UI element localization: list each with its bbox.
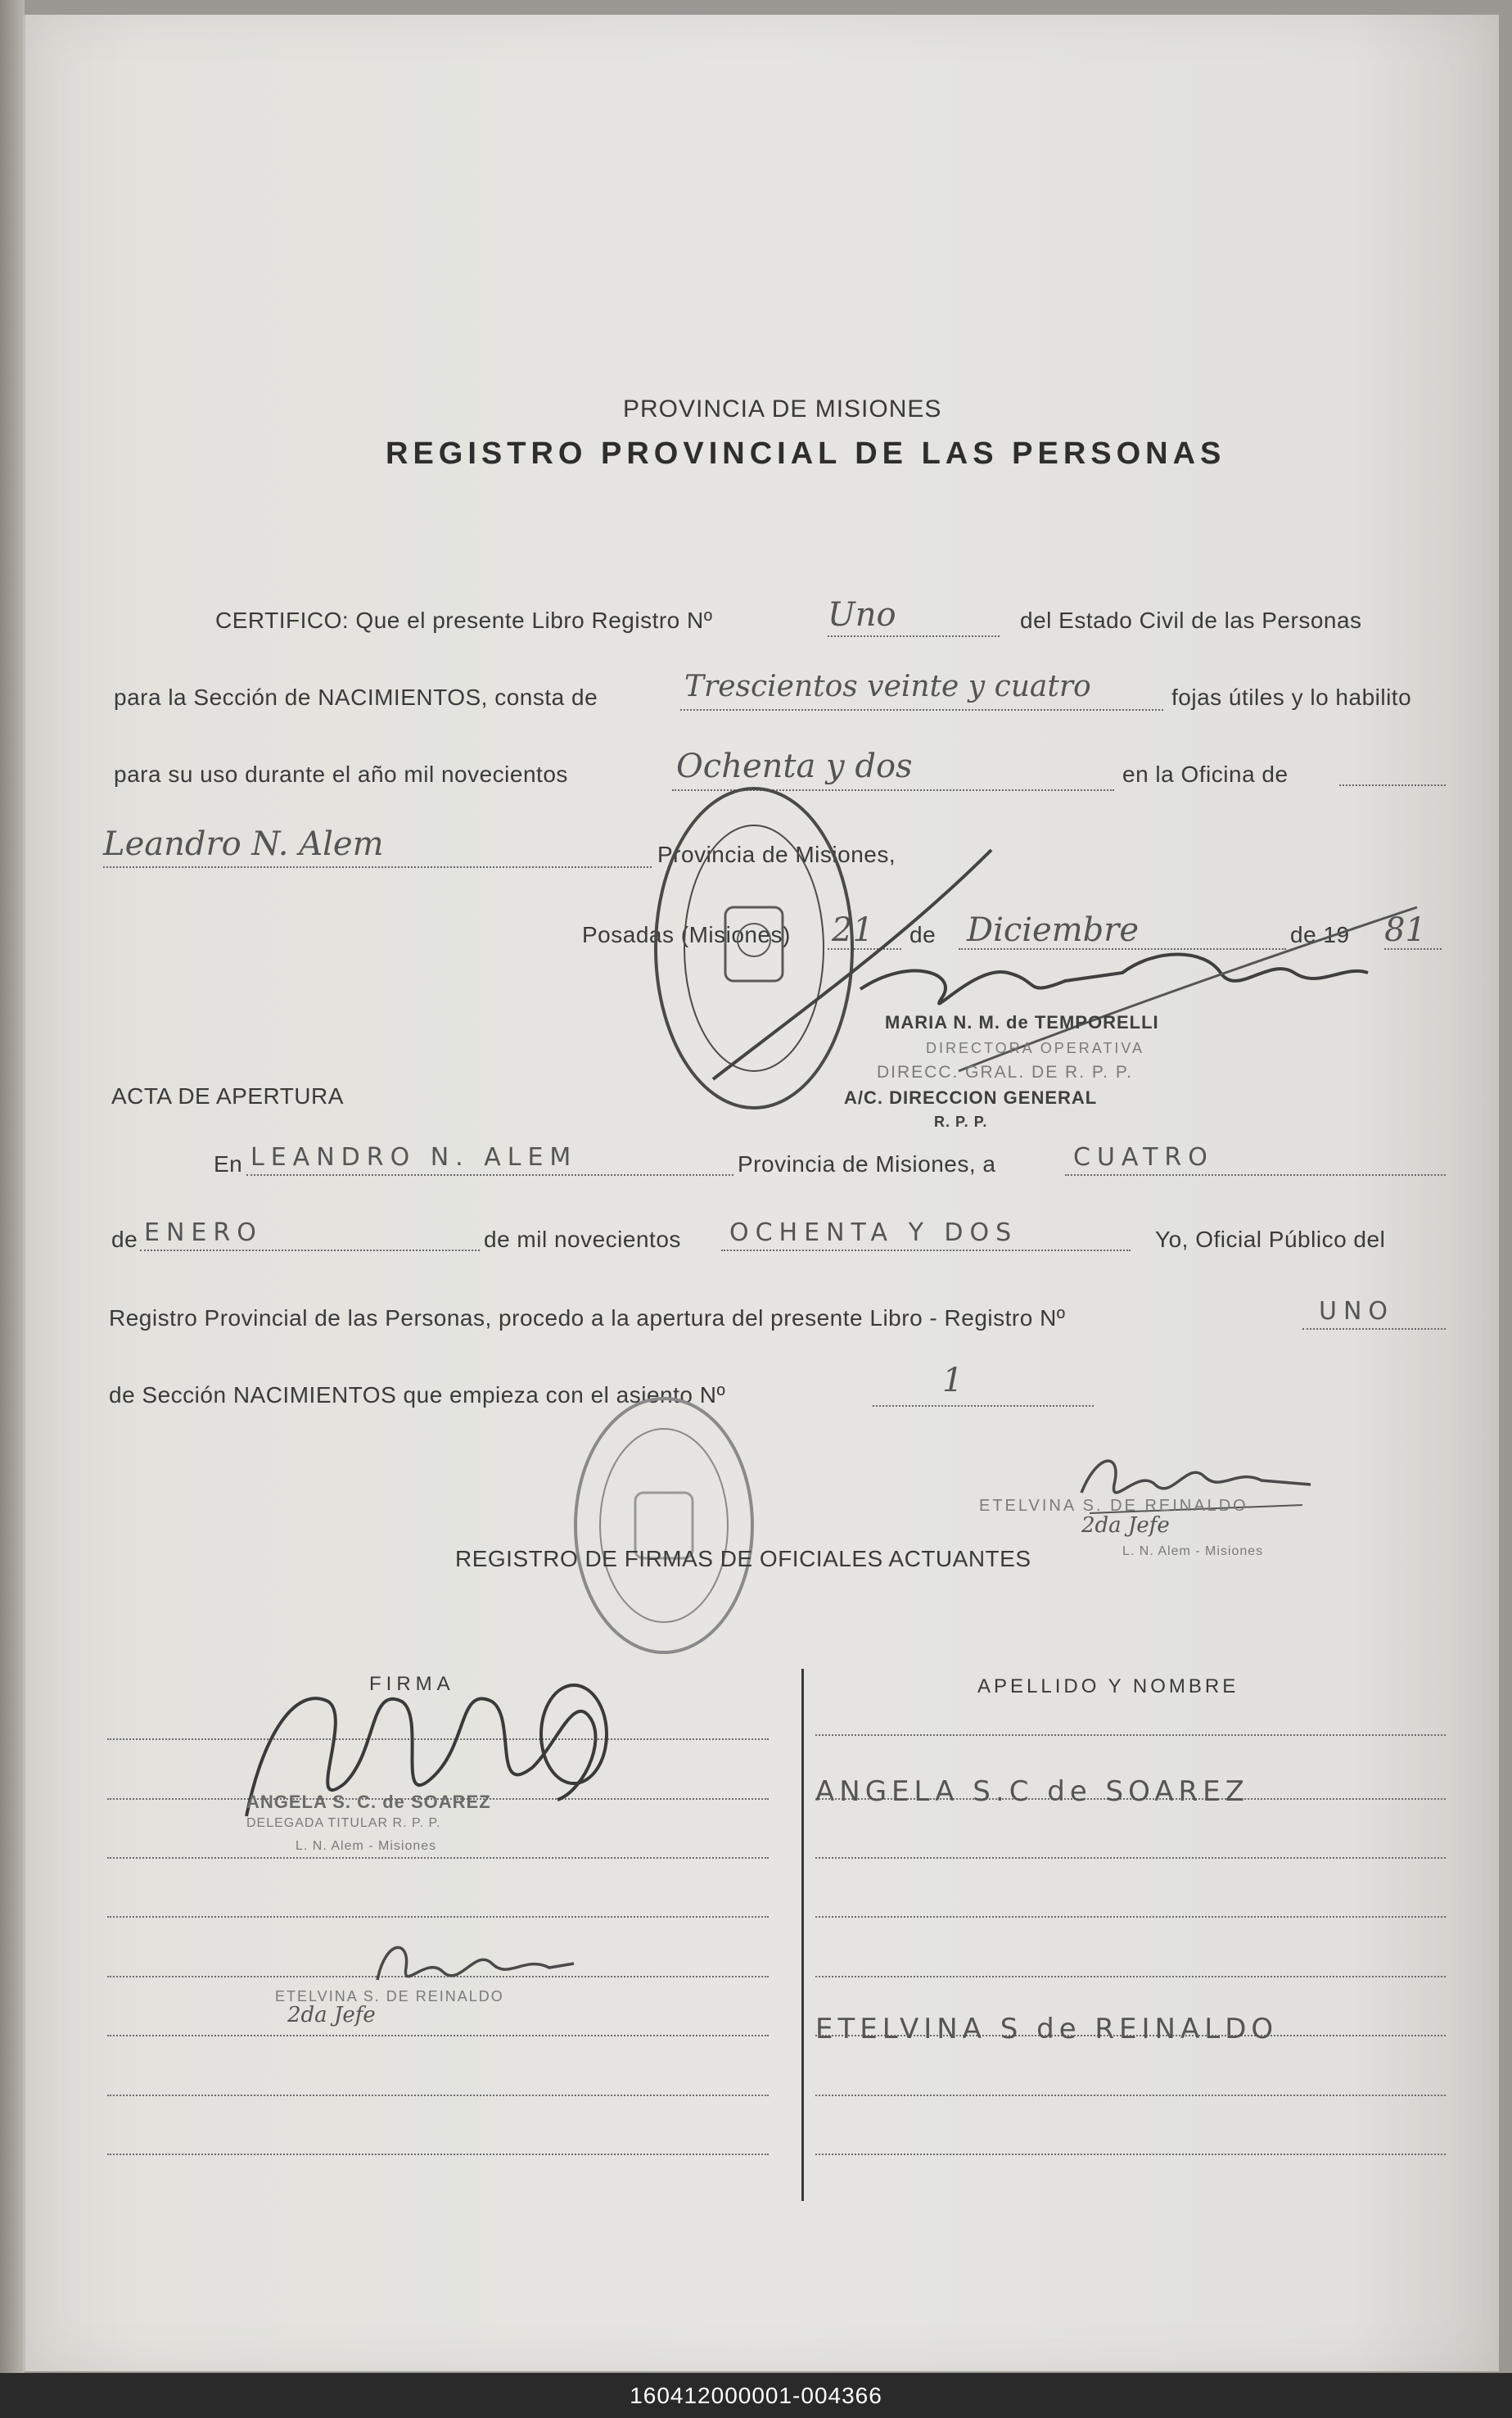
director-stamp-abbr: R. P. P. <box>934 1114 988 1130</box>
document-page <box>23 15 1499 2371</box>
cert-libro-no-line <box>828 635 1000 637</box>
acta-month: ENERO <box>144 1218 263 1247</box>
province-heading: PROVINCIA DE MISIONES <box>623 395 942 423</box>
cert-oficina-line <box>103 866 652 868</box>
nombre-line-1 <box>815 1734 1446 1736</box>
cert-oficina-line-end <box>1339 784 1446 786</box>
official-stamp-place: L. N. Alem - Misiones <box>1122 1544 1264 1558</box>
sig1-stamp-name: ANGELA S. C. de SOAREZ <box>246 1792 491 1812</box>
director-stamp-role: DIRECTORA OPERATIVA <box>926 1040 1145 1056</box>
director-stamp-office: A/C. DIRECCION GENERAL <box>844 1087 1098 1108</box>
nombre-line-5 <box>815 1976 1446 1977</box>
acta-place: LEANDRO N. ALEM <box>250 1143 578 1172</box>
firmas-col-nombre: APELLIDO Y NOMBRE <box>977 1675 1239 1697</box>
firma-line-4 <box>107 1916 769 1918</box>
cert-line2-a: para la Sección de NACIMIENTOS, consta de <box>114 685 598 710</box>
institution-heading: REGISTRO PROVINCIAL DE LAS PERSONAS <box>386 436 1226 471</box>
acta-year: OCHENTA Y DOS <box>729 1218 1018 1247</box>
nombre-line-7 <box>815 2095 1446 2096</box>
acta-en: En <box>214 1151 243 1177</box>
cert-line1-a: CERTIFICO: Que el presente Libro Registro Nº <box>215 608 713 633</box>
firmas-col-firma: FIRMA <box>369 1673 455 1695</box>
acta-libro-no: UNO <box>1319 1297 1395 1326</box>
cert-libro-no: Uno <box>828 596 896 634</box>
firmas-title: REGISTRO DE FIRMAS DE OFICIALES ACTUANTES <box>455 1546 1031 1571</box>
acta-day-line <box>1065 1174 1446 1176</box>
cert-line5-de19: de 19 <box>1290 922 1350 947</box>
firma-line-8 <box>107 2154 769 2155</box>
sig2-stamp-name: ETELVINA S. DE REINALDO <box>275 1988 504 2004</box>
official-name-1: ANGELA S.C de SOAREZ <box>815 1775 1249 1808</box>
acta-day: CUATRO <box>1073 1143 1214 1172</box>
director-stamp-dept: DIRECC. GRAL. DE R. P. P. <box>877 1063 1133 1082</box>
nombre-line-3 <box>815 1857 1446 1859</box>
nombre-line-4 <box>815 1916 1446 1918</box>
cert-month: Diciembre <box>967 911 1140 949</box>
official-stamp-role: 2da Jefe <box>1081 1513 1170 1538</box>
cert-line4-b: Provincia de Misiones, <box>657 842 896 867</box>
firma-line-7 <box>107 2095 769 2096</box>
director-stamp-name: MARIA N. M. de TEMPORELLI <box>885 1012 1159 1033</box>
book-spine <box>0 0 25 2375</box>
cert-oficina: Leandro N. Alem <box>103 825 384 863</box>
sig2-stamp-role: 2da Jefe <box>287 2003 376 2027</box>
official-name-2: ETELVINA S de REINALDO <box>815 2013 1279 2045</box>
acta-year-line <box>721 1250 1131 1251</box>
cert-line3-a: para su uso durante el año mil novecientos <box>114 762 568 787</box>
acta-libro-no-line <box>1302 1328 1446 1330</box>
signature-angela <box>230 1652 656 1865</box>
cert-day: 21 <box>832 911 873 949</box>
official-stamp-name: ETELVINA S. DE REINALDO <box>979 1497 1248 1515</box>
acta-month-line <box>140 1250 480 1251</box>
acta-place-line <box>246 1174 733 1176</box>
cert-line5-a: Posadas (Misiones) <box>582 922 791 947</box>
acta-line4: de Sección NACIMIENTOS que empieza con el asiento Nº <box>109 1382 726 1408</box>
acta-yo: Yo, Oficial Público del <box>1155 1227 1386 1252</box>
official-round-seal-bottom <box>570 1390 758 1661</box>
acta-asiento: 1 <box>942 1362 964 1399</box>
document-reference-number: 160412000001-004366 <box>630 2383 882 2408</box>
firma-line-6 <box>107 2035 769 2036</box>
acta-line3: Registro Provincial de las Personas, procedo a la apertura del presente Libro - Registro Nº <box>109 1305 1066 1331</box>
sig1-stamp-place: L. N. Alem - Misiones <box>296 1839 437 1853</box>
cert-fojas: Trescientos veinte y cuatro <box>684 670 1091 703</box>
acta-asiento-line <box>873 1405 1094 1407</box>
cert-line5-de: de <box>909 922 937 947</box>
acta-title: ACTA DE APERTURA <box>111 1083 344 1109</box>
cert-line2-b: fojas útiles y lo habilito <box>1171 685 1412 710</box>
cert-line3-b: en la Oficina de <box>1122 762 1289 787</box>
cert-year-words: Ochenta y dos <box>676 748 913 785</box>
acta-mil: de mil novecientos <box>484 1227 681 1252</box>
nombre-line-8 <box>815 2154 1446 2155</box>
cert-year-digits: 81 <box>1384 911 1426 949</box>
sig1-stamp-role: DELEGADA TITULAR R. P. P. <box>246 1816 441 1830</box>
cert-line1-b: del Estado Civil de las Personas <box>1020 608 1362 633</box>
acta-de: de <box>111 1227 138 1252</box>
cert-fojas-line <box>680 709 1163 711</box>
firmas-column-divider <box>801 1669 804 2201</box>
acta-prov: Provincia de Misiones, a <box>738 1151 996 1177</box>
